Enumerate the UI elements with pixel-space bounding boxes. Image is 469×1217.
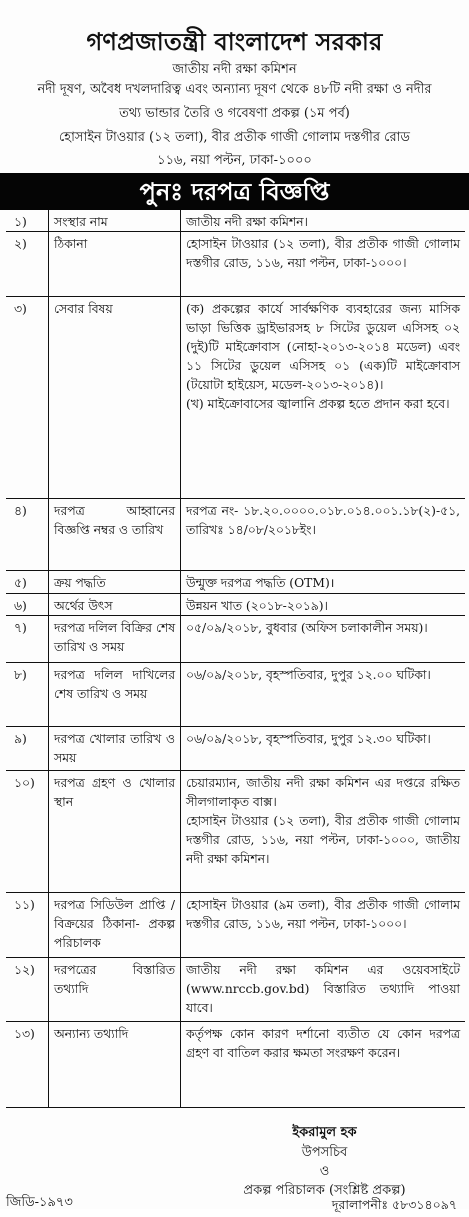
table-row: [6, 958, 465, 1022]
project-name-line-1: নদী দূষণ, অবৈধ দখলদারিত্ব এবং অন্যান্য দূষণ থেকে ৪৮টি নদী রক্ষা ও নদীর: [37, 82, 432, 97]
table-row: [6, 727, 465, 771]
table-row: [6, 210, 465, 232]
row-label: ঠিকানা: [49, 232, 181, 296]
row-value: [181, 297, 465, 498]
row-value: [181, 210, 465, 231]
signatory-conjunction: ও: [319, 1164, 330, 1179]
row-value-line: ০৬/০৯/২০১৮, বৃহস্পতিবার, দুপুর ১২.০০ ঘটিকা।: [186, 668, 431, 682]
signatory-role: প্রকল্প পরিচালক (সংশ্লিষ্ট প্রকল্প): [243, 1183, 406, 1198]
row-label: সংস্থার নাম: [49, 210, 181, 231]
commission-name: জাতীয় নদী রক্ষা কমিশন: [172, 62, 297, 77]
row-value-line: উন্নয়ন খাত (২০১৮-২০১৯)।: [186, 599, 328, 613]
row-value: [181, 958, 465, 1021]
row-value: [181, 499, 465, 570]
office-address-line-2: ১১৬, নয়া পল্টন, ঢাকা-১০০০: [157, 153, 312, 168]
gd-code: জিডি-১৯৭৩: [6, 1195, 73, 1210]
row-number: ৪): [6, 499, 49, 570]
notice-banner-title: পুনঃ দরপত্র বিজ্ঞপ্তি: [139, 177, 330, 206]
row-label: অন্যান্য তথ্যাদি: [49, 1022, 181, 1107]
table-row: [6, 594, 465, 616]
row-label: দরপত্র আহ্বানের বিজ্ঞপ্তি নম্বর ও তারিখ: [49, 499, 181, 570]
row-value-line: (খ) মাইক্রোবাসের জ্বালানি প্রকল্প হতে প্রদান করা হবে।: [186, 397, 450, 411]
table-row: [6, 1022, 465, 1108]
table-row: [6, 499, 465, 571]
row-number: ১২): [6, 958, 49, 1021]
row-number: ২): [6, 232, 49, 296]
row-value-line: জাতীয় নদী রক্ষা কমিশন এর ওয়েবসাইটে (www.nrccb.gov.bd) বিস্তারিত তথ্যাদি পাওয়া যাবে।: [186, 963, 460, 1015]
table-row: [6, 663, 465, 727]
contact-phone: দূরালাপনীঃ ৫৮৩১৪০৯৭: [331, 1197, 457, 1212]
row-value: [181, 571, 465, 593]
row-number: ৯): [6, 727, 49, 770]
row-value-line: ০৬/০৯/২০১৮, বৃহস্পতিবার, দুপুর ১২.৩০ ঘটিকা।: [186, 732, 431, 746]
row-value: [181, 727, 465, 770]
row-number: ৬): [6, 594, 49, 615]
row-value-line: চেয়ারম্যান, জাতীয় নদী রক্ষা কমিশন এর দপ্তরে রক্ষিত সীলগালাকৃত বাক্স।: [186, 776, 460, 809]
row-number: ৭): [6, 616, 49, 662]
table-row: [6, 616, 465, 663]
row-number: ১): [6, 210, 49, 231]
table-row: [6, 571, 465, 594]
row-number: ১০): [6, 771, 49, 892]
row-label: ক্রয় পদ্ধতি: [49, 571, 181, 593]
table-row: [6, 232, 465, 297]
row-label: দরপত্র সিডিউল প্রাপ্তি /বিক্রয়ের ঠিকানা- প্রকল্প পরিচালক: [49, 893, 181, 957]
row-number: ১৩): [6, 1022, 49, 1107]
table-row: [6, 771, 465, 893]
row-label: দরপত্র খোলার তারিখ ও সময়: [49, 727, 181, 770]
government-title: গণপ্রজাতন্ত্রী বাংলাদেশ সরকার: [86, 27, 383, 56]
row-number: ৮): [6, 663, 49, 726]
row-value: [181, 893, 465, 957]
row-value: [181, 771, 465, 892]
row-label: সেবার বিষয়: [49, 297, 181, 498]
notice-banner: [0, 173, 469, 210]
table-row: [6, 297, 465, 499]
row-value: [181, 616, 465, 662]
row-value-line: (ক) প্রকল্পের কার্যে সার্বক্ষণিক ব্যবহারের জন্য মাসিক ভাড়া ভিত্তিক ড্রাইভারসহ ৮ সিটের ডুয়েল এসিসহ ০২ (দুই)টি মাইক্রোবাস (নোহা-২০১৩-২০১৪ মডেল) এবং ১১ সিটের ডুয়েল এসিসহ ০১ (এক)টি মাইক্রোবাস (টয়োটা হাইয়েস, মডেল-২০১৩-২০১৪)।: [186, 302, 460, 392]
row-number: ১১): [6, 893, 49, 957]
signatory-name: ইকরামুল হক: [292, 1125, 357, 1140]
row-value-line: হোসাইন টাওয়ার (১২ তলা), বীর প্রতীক গাজী গোলাম দস্তগীর রোড, ১১৬, নয়া পল্টন, ঢাকা-১০০০।: [186, 237, 460, 270]
row-label: অর্থের উৎস: [49, 594, 181, 615]
row-value-line: হোসাইন টাওয়ার (৯ম তলা), বীর প্রতীক গাজী গোলাম দস্তগীর রোড, ১১৬, নয়া পল্টন, ঢাকা-১০০০।: [186, 898, 460, 931]
row-value-line: ০৫/০৯/২০১৮, বুধবার (অফিস চলাকালীন সময়)।: [186, 621, 428, 635]
row-value-line: উন্মুক্ত দরপত্র পদ্ধতি (OTM)।: [186, 576, 335, 590]
row-value-line: কর্তৃপক্ষ কোন কারণ দর্শানো ব্যতীত যে কোন দরপত্র গ্রহণ বা বাতিল করার ক্ষমতা সংরক্ষণ করেন।: [186, 1027, 460, 1060]
row-value-line: দরপত্র নং- ১৮.২০.০০০০.০১৮.০১৪.০০১.১৮(২)-৫১, তারিখঃ ১৪/০৮/২০১৮ইং।: [186, 504, 460, 537]
row-value-line: জাতীয় নদী রক্ষা কমিশন।: [186, 215, 308, 229]
row-label: দরপত্র গ্রহণ ও খোলার স্থান: [49, 771, 181, 892]
office-address-line-1: হোসাইন টাওয়ার (১২ তলা), বীর প্রতীক গাজী গোলাম দস্তগীর রোড: [59, 130, 410, 145]
signatory-designation: উপসচিব: [301, 1145, 348, 1160]
row-label: দরপত্র দলিল দাখিলের শেষ তারিখ ও সময়: [49, 663, 181, 726]
row-number: ৫): [6, 571, 49, 593]
row-value: [181, 1022, 465, 1107]
row-value-line: হোসাইন টাওয়ার (১২ তলা), বীর প্রতীক গাজী গোলাম দস্তগীর রোড, ১১৬, নয়া পল্টন, ঢাকা-১০০০, জাতীয় নদী রক্ষা কমিশন।: [186, 814, 460, 866]
table-row: [6, 893, 465, 958]
row-value: [181, 594, 465, 615]
row-label: দরপত্র দলিল বিক্রির শেষ তারিখ ও সময়: [49, 616, 181, 662]
row-value: [181, 663, 465, 726]
row-label: দরপত্রের বিস্তারিত তথ্যাদি: [49, 958, 181, 1021]
project-name-line-2: তথ্য ভান্ডার তৈরি ও গবেষণা প্রকল্প (১ম পর্ব): [119, 106, 350, 121]
row-number: ৩): [6, 297, 49, 498]
row-value: [181, 232, 465, 296]
